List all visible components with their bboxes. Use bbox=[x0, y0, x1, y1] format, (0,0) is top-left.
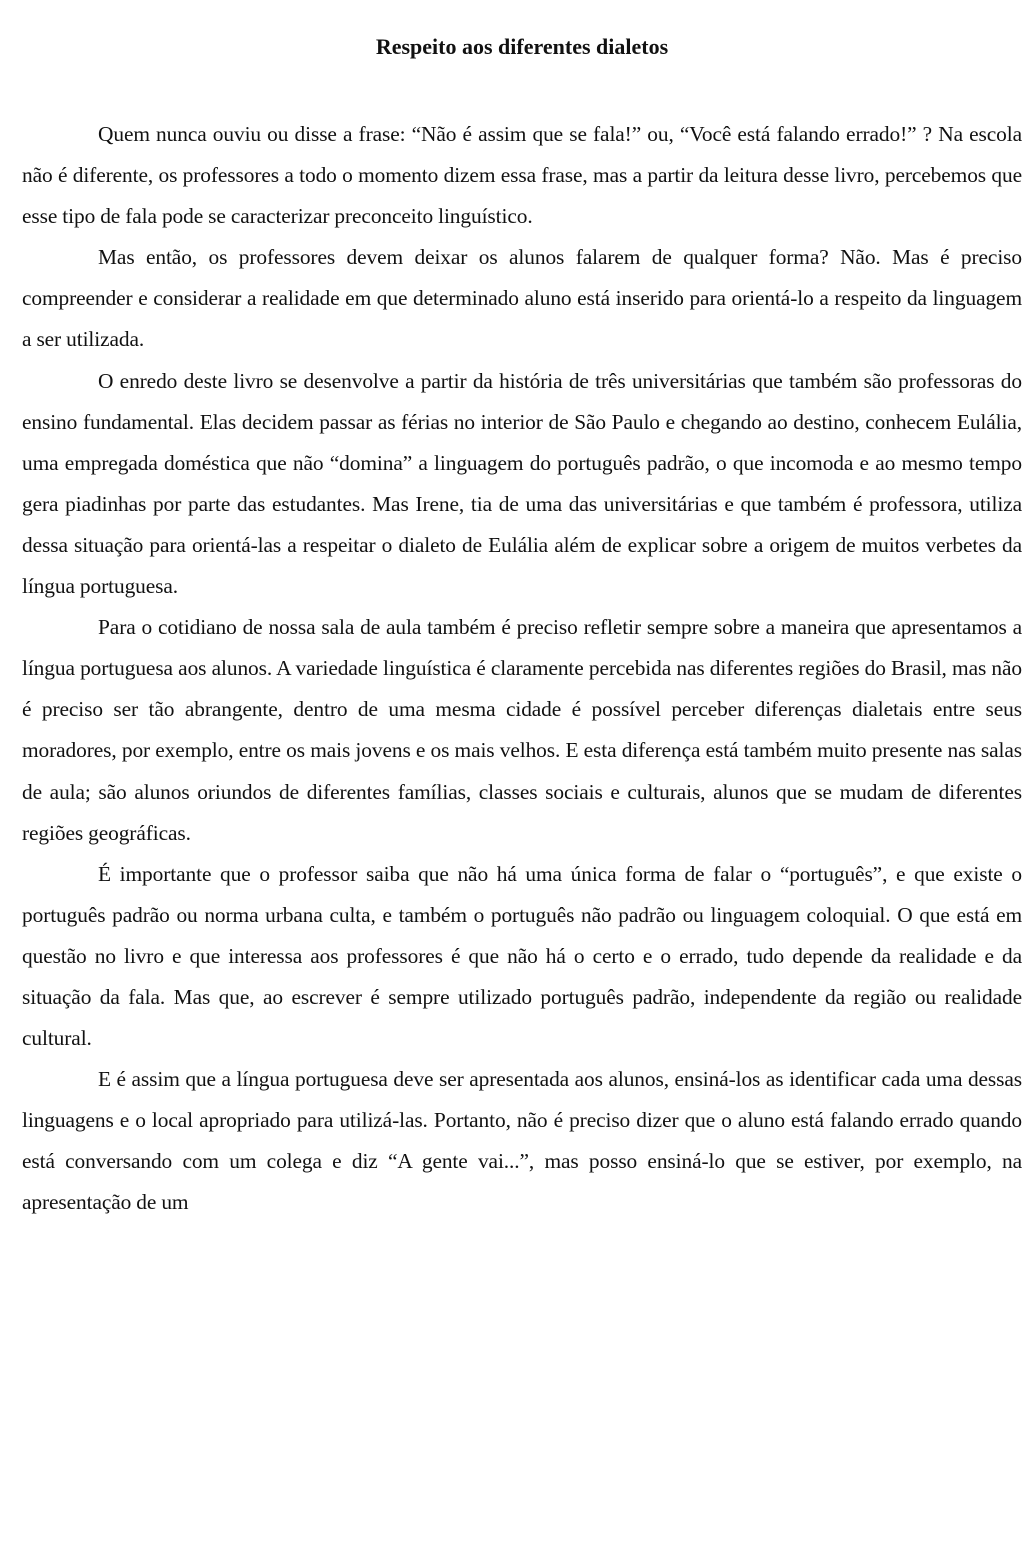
document-page bbox=[22, 0, 1022, 1224]
paragraph-3: O enredo deste livro se desenvolve a partir da história de três universitárias que também são professoras do ensino fundamental. Elas decidem passar as férias no interior de São Paulo e chegando ao destino, conhecem Eulália, uma empregada doméstica que não “domina” a linguagem do português padrão, o que incomoda e ao mesmo tempo gera piadinhas por parte das estudantes. Mas Irene, tia de uma das universitárias e que também é professora, utiliza dessa situação para orientá-las a respeitar o dialeto de Eulália além de explicar sobre a origem de muitos verbetes da língua portuguesa. bbox=[22, 368, 1022, 599]
paragraph-2: Mas então, os professores devem deixar os alunos falarem de qualquer forma? Não. Mas é preciso compreender e considerar a realidade em que determinado aluno está inserido para orientá-lo a respeito da linguagem a ser utilizada. bbox=[22, 245, 1022, 352]
paragraph-1: Quem nunca ouviu ou disse a frase: “Não é assim que se fala!” ou, “Você está falando errado!” ? Na escola não é diferente, os professores a todo o momento dizem essa frase, mas a partir da leitura desse livro, percebemos que esse tipo de fala pode se caracterizar preconceito linguístico. bbox=[22, 122, 1022, 229]
paragraph-4: Para o cotidiano de nossa sala de aula também é preciso refletir sempre sobre a maneira que apresentamos a língua portuguesa aos alunos. A variedade linguística é claramente percebida nas diferentes regiões do Brasil, mas não é preciso ser tão abrangente, dentro de uma mesma cidade é possível perceber diferenças dialetais entre seus moradores, por exemplo, entre os mais jovens e os mais velhos. E esta diferença está também muito presente nas salas de aula; são alunos oriundos de diferentes famílias, classes sociais e culturais, alunos que se mudam de diferentes regiões geográficas. bbox=[22, 615, 1022, 845]
paragraph-5: É importante que o professor saiba que não há uma única forma de falar o “português”, e que existe o português padrão ou norma urbana culta, e também o português não padrão ou linguagem coloquial. O que está em questão no livro e que interessa aos professores é que não há o certo e o errado, tudo depende da realidade e da situação da fala. Mas que, ao escrever é sempre utilizado português padrão, independente da região ou realidade cultural. bbox=[22, 861, 1022, 1051]
document-title: Respeito aos diferentes dialetos bbox=[375, 34, 669, 59]
paragraph-6: E é assim que a língua portuguesa deve ser apresentada aos alunos, ensiná-los as identificar cada uma dessas linguagens e o local apropriado para utilizá-las. Portanto, não é preciso dizer que o aluno está falando errado quando está conversando com um colega e diz “A gente vai...”, mas posso ensiná-lo que se estiver, por exemplo, na apresentação de um bbox=[22, 1067, 1022, 1215]
